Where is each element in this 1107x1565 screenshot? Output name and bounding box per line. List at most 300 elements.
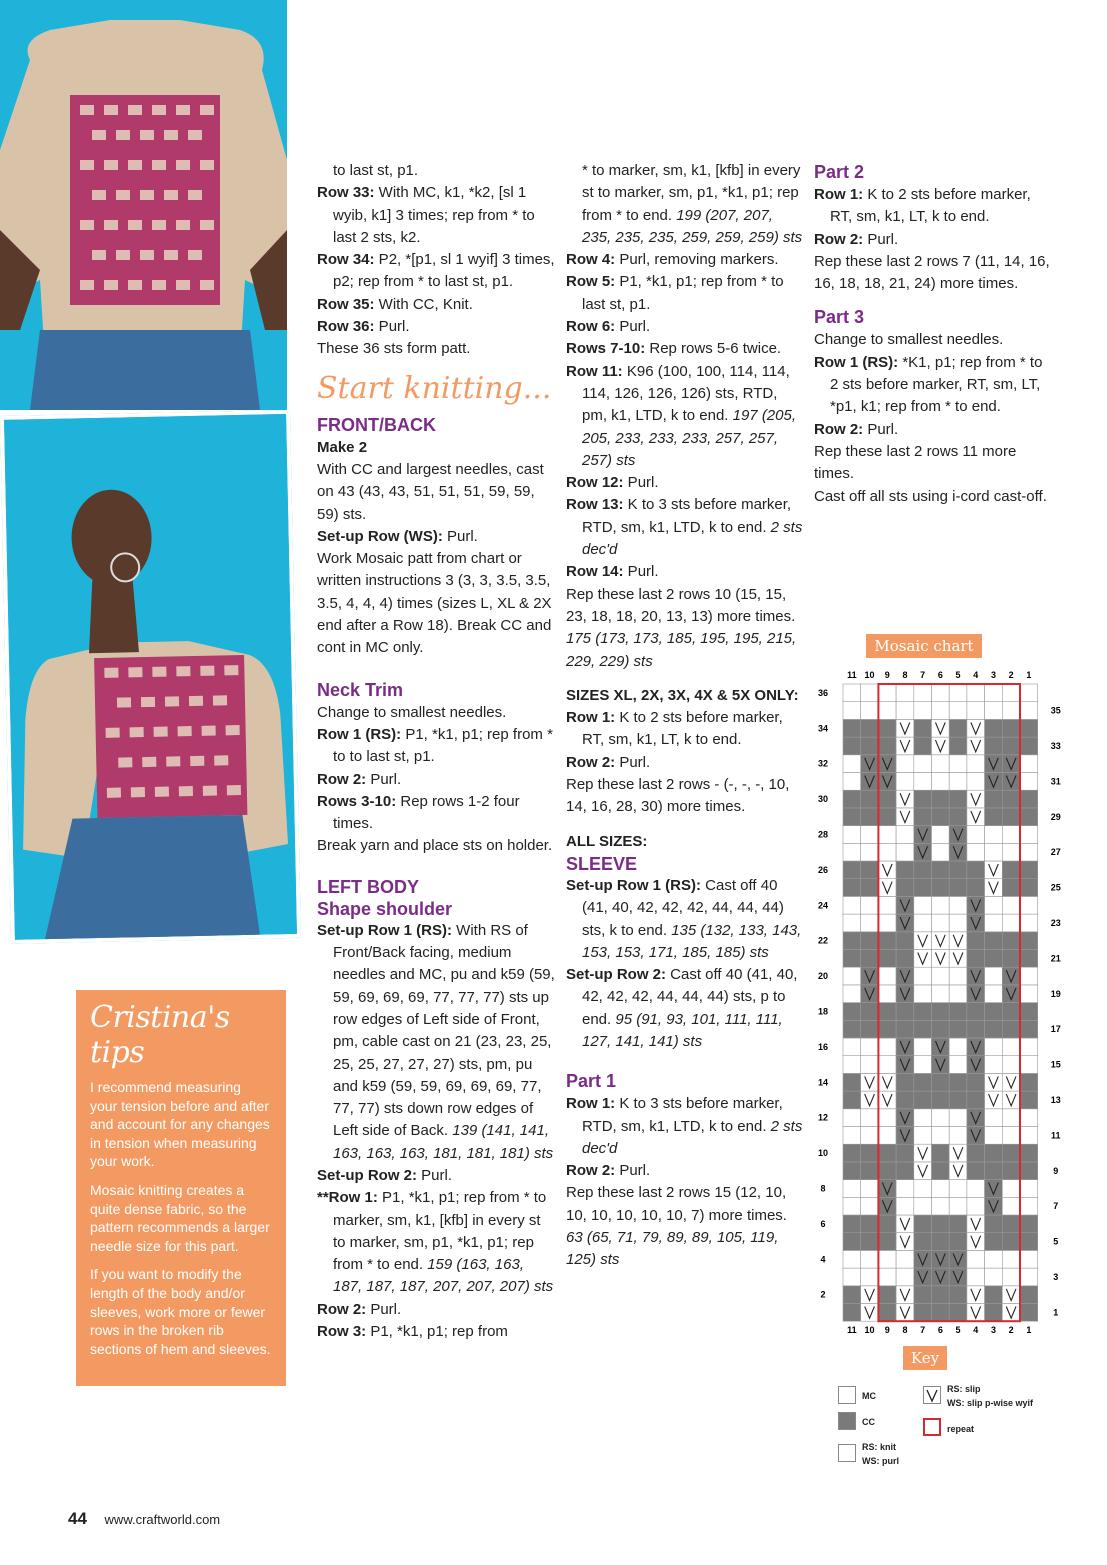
- chart-cell: [932, 1233, 950, 1251]
- chart-cell: [861, 1056, 879, 1074]
- sleeve-setup-1: Set-up Row 1 (RS): Cast off 40 (41, 40, 42, 42, 42, 44, 44, 44) sts, k to end. 135 (132, 133, 143, 153, 153, 171, 185, 185) sts: [566, 876, 806, 961]
- chart-cell: [932, 985, 950, 1003]
- chart-row-label: 28: [817, 829, 829, 840]
- chart-cell: [861, 1162, 879, 1180]
- chart-row-label: 27: [1050, 847, 1061, 858]
- chart-cell: [878, 790, 896, 808]
- website-url: www.craftworld.com: [104, 1512, 221, 1527]
- chart-row-label: 12: [817, 1112, 829, 1123]
- chart-cell: [949, 896, 967, 914]
- chart-cell: [914, 684, 932, 702]
- chart-cell: [932, 967, 950, 985]
- chart-cell: [1020, 879, 1038, 897]
- text-line: Rep these last 2 rows 15 (12, 10, 10, 10, 10, 10, 10, 7) more times. 63 (65, 71, 79, 89, 89, 105, 119, 125) sts: [566, 1184, 792, 1269]
- chart-cell: [914, 755, 932, 773]
- chart-cell: [861, 1038, 879, 1056]
- chart-row-label: 24: [817, 900, 829, 911]
- chart-cell: [896, 1020, 914, 1038]
- chart-cell: [878, 985, 896, 1003]
- chart-col-label: 7: [920, 1325, 926, 1336]
- chart-cell: [843, 1197, 861, 1215]
- chart-cell: [843, 1127, 861, 1145]
- chart-cell: [949, 702, 967, 720]
- row-6: Row 6: Purl.: [566, 318, 651, 336]
- chart-cell: [985, 914, 1003, 932]
- chart-cell: [878, 1268, 896, 1286]
- chart-cell: [914, 790, 932, 808]
- chart-cell: [1020, 1020, 1038, 1038]
- chart-cell: [914, 985, 932, 1003]
- chart-cell: [861, 737, 879, 755]
- chart-cell: [843, 896, 861, 914]
- chart-cell: [1002, 1233, 1020, 1251]
- chart-cell: [878, 1304, 896, 1322]
- row-5: Row 5: P1, *k1, p1; rep from * to last st, p1.: [566, 273, 788, 313]
- sweater-photo-front: [0, 0, 287, 410]
- chart-row-label: 18: [817, 1006, 829, 1017]
- chart-col-label: 6: [937, 1325, 943, 1336]
- chart-cell: [1002, 808, 1020, 826]
- chart-cell: [932, 826, 950, 844]
- chart-cell: [949, 1286, 967, 1304]
- chart-cell: [896, 843, 914, 861]
- chart-cell: [967, 861, 985, 879]
- key-label-ws-slip: WS: slip p-wise wyif: [947, 1398, 1034, 1408]
- chart-cell: [861, 1109, 879, 1127]
- text-line: Rep these last 2 rows - (-, -, -, 10, 14, 16, 28, 30) more times.: [566, 776, 794, 816]
- chart-cell: [896, 1162, 914, 1180]
- row-36: Row 36: Purl.: [317, 318, 410, 336]
- chart-cell: [1002, 1250, 1020, 1268]
- text-line: Change to smallest needles.: [317, 703, 507, 721]
- chart-cell: [932, 808, 950, 826]
- chart-cell: [949, 773, 967, 791]
- chart-cell: [914, 702, 932, 720]
- chart-cell: [932, 1109, 950, 1127]
- chart-cell: [878, 1056, 896, 1074]
- chart-cell: [932, 790, 950, 808]
- chart-cell: [1002, 790, 1020, 808]
- chart-cell: [861, 1144, 879, 1162]
- chart-cell: [914, 773, 932, 791]
- chart-cell: [932, 896, 950, 914]
- chart-cell: [985, 1233, 1003, 1251]
- chart-col-label: 8: [902, 670, 908, 680]
- chart-cell: [914, 808, 932, 826]
- chart-cell: [1002, 702, 1020, 720]
- row-4: Row 4: Purl, removing markers.: [566, 251, 779, 269]
- chart-cell: [1002, 896, 1020, 914]
- chart-cell: [896, 1073, 914, 1091]
- chart-cell: [1002, 861, 1020, 879]
- chart-cell: [949, 1003, 967, 1021]
- chart-row-label: 11: [1050, 1130, 1061, 1141]
- chart-cell: [861, 879, 879, 897]
- chart-cell: [843, 1233, 861, 1251]
- chart-cell: [896, 1197, 914, 1215]
- chart-row-label: 10: [817, 1148, 829, 1159]
- chart-cell: [861, 914, 879, 932]
- chart-cell: [878, 1250, 896, 1268]
- section-heading: FRONT/BACK: [317, 414, 436, 435]
- sizes-row-2: Row 2: Purl.: [566, 753, 651, 771]
- chart-cell: [1002, 826, 1020, 844]
- section-heading: Neck Trim: [317, 679, 404, 700]
- section-heading: Part 1: [566, 1071, 617, 1092]
- text-column-2: [566, 160, 806, 1272]
- row-14: Row 14: Purl.: [566, 563, 659, 581]
- chart-row-label: 14: [817, 1077, 829, 1088]
- chart-col-label: 5: [955, 1325, 961, 1336]
- chart-cell: [967, 1003, 985, 1021]
- chart-cell: [1020, 1286, 1038, 1304]
- chart-cell: [861, 808, 879, 826]
- chart-cell: [878, 1144, 896, 1162]
- chart-cell: [932, 1304, 950, 1322]
- chart-col-label: 7: [920, 670, 926, 680]
- chart-cell: [985, 1109, 1003, 1127]
- row-12: Row 12: Purl.: [566, 474, 659, 492]
- chart-cell: [843, 1091, 861, 1109]
- chart-cell: [914, 1020, 932, 1038]
- chart-cell: [1002, 737, 1020, 755]
- chart-cell: [932, 1286, 950, 1304]
- chart-cell: [932, 1180, 950, 1198]
- chart-cell: [967, 684, 985, 702]
- chart-cell: [967, 1180, 985, 1198]
- key-swatch-cc: [838, 1412, 856, 1430]
- neck-rows-3-10: Rows 3-10: Rep rows 1-2 four times.: [317, 792, 524, 833]
- chart-cell: [861, 843, 879, 861]
- chart-cell: [967, 1091, 985, 1109]
- chart-cell: [949, 790, 967, 808]
- chart-cell: [985, 1286, 1003, 1304]
- chart-cell: [1020, 1109, 1038, 1127]
- row-33: Row 33: With MC, k1, *k2, [sl 1 wyib, k1] 3 times; rep from * to last 2 sts, k2.: [317, 184, 539, 246]
- text-line: Rep these last 2 rows 11 more times.: [814, 442, 1021, 483]
- chart-cell: [949, 1109, 967, 1127]
- chart-cell: [1020, 702, 1038, 720]
- chart-cell: [932, 843, 950, 861]
- chart-cell: [1020, 773, 1038, 791]
- chart-row-label: 31: [1050, 776, 1061, 787]
- chart-cell: [985, 967, 1003, 985]
- rows-7-10: Rows 7-10: Rep rows 5-6 twice.: [566, 340, 782, 358]
- chart-cell: [914, 1215, 932, 1233]
- chart-cell: [949, 684, 967, 702]
- chart-cell: [896, 932, 914, 950]
- lb-setup-row-2: Set-up Row 2: Purl.: [317, 1166, 453, 1184]
- chart-row-label: 16: [817, 1041, 829, 1052]
- chart-cell: [1002, 1109, 1020, 1127]
- chart-cell: [896, 1250, 914, 1268]
- chart-cell: [896, 755, 914, 773]
- chart-cell: [1002, 719, 1020, 737]
- chart-cell: [896, 1091, 914, 1109]
- chart-cell: [985, 1304, 1003, 1322]
- chart-row-label: 21: [1050, 953, 1061, 964]
- chart-cell: [932, 702, 950, 720]
- chart-cell: [967, 843, 985, 861]
- chart-cell: [861, 861, 879, 879]
- chart-cell: [1020, 826, 1038, 844]
- chart-cell: [843, 1056, 861, 1074]
- key-swatch-mc: [838, 1386, 856, 1404]
- chart-cell: [896, 1268, 914, 1286]
- chart-row-label: 30: [817, 794, 829, 805]
- chart-col-label: 10: [864, 1325, 875, 1336]
- chart-cell: [967, 702, 985, 720]
- chart-cell: [914, 879, 932, 897]
- chart-cell: [985, 790, 1003, 808]
- chart-cell: [1002, 1180, 1020, 1198]
- chart-col-label: 8: [902, 1325, 908, 1336]
- key-label-rs-knit: RS: knit: [862, 1442, 897, 1452]
- chart-row-label: 33: [1050, 740, 1061, 751]
- chart-row-label: 36: [817, 687, 829, 698]
- chart-cell: [1020, 1250, 1038, 1268]
- chart-col-label: 2: [1008, 670, 1014, 680]
- chart-cell: [949, 1304, 967, 1322]
- chart-cell: [1020, 896, 1038, 914]
- chart-cell: [861, 719, 879, 737]
- chart-cell: [1002, 1038, 1020, 1056]
- sleeve-setup-2: Set-up Row 2: Cast off 40 (41, 40, 42, 42, 42, 44, 44, 44) sts, p to end. 95 (91, 93, 101, 111, 111, 127, 141, 141) sts: [566, 966, 802, 1050]
- chart-col-label: 3: [990, 670, 996, 680]
- chart-cell: [967, 1144, 985, 1162]
- chart-row-label: 9: [1053, 1165, 1059, 1176]
- chart-cell: [843, 967, 861, 985]
- chart-cell: [967, 826, 985, 844]
- chart-cell: [914, 896, 932, 914]
- chart-cell: [1020, 755, 1038, 773]
- chart-cell: [949, 1091, 967, 1109]
- chart-cell: [1002, 843, 1020, 861]
- key-swatch-slip: [923, 1386, 941, 1404]
- chart-cell: [861, 1268, 879, 1286]
- chart-cell: [914, 1180, 932, 1198]
- chart-cell: [1002, 1020, 1020, 1038]
- page-footer: [68, 1509, 220, 1529]
- row-35: Row 35: With CC, Knit.: [317, 295, 473, 313]
- chart-cell: [843, 1250, 861, 1268]
- row-11: Row 11: K96 (100, 100, 114, 114, 114, 126, 126, 126) sts, RTD, pm, k1, LTD, k to end. 197 (205, 205, 233, 233, 233, 257, 257, 257) sts: [566, 362, 801, 469]
- chart-cell: [878, 719, 896, 737]
- chart-cell: [914, 737, 932, 755]
- start-knitting-heading: Start knitting...: [317, 370, 552, 406]
- chart-cell: [914, 914, 932, 932]
- chart-cell: [914, 1003, 932, 1021]
- chart-col-label: 3: [990, 1325, 996, 1336]
- chart-cell: [878, 967, 896, 985]
- chart-row-label: 6: [820, 1218, 826, 1229]
- chart-cell: [985, 1038, 1003, 1056]
- chart-cell: [878, 808, 896, 826]
- chart-cell: [949, 985, 967, 1003]
- chart-cell: [949, 737, 967, 755]
- chart-row-label: 15: [1050, 1059, 1061, 1070]
- chart-row-label: 4: [820, 1254, 826, 1265]
- chart-cell: [914, 1056, 932, 1074]
- chart-cell: [896, 826, 914, 844]
- lb-row-1: **Row 1: P1, *k1, p1; rep from * to marker, sm, k1, [kfb] in every st to marker, sm, p1, *k1, p1; rep from * to end. 159 (163, 163, 187, 187, 187, 207, 207, 207) sts: [317, 1189, 554, 1296]
- chart-cell: [1020, 1268, 1038, 1286]
- sizes-heading: SIZES XL, 2X, 3X, 4X & 5X ONLY:: [566, 686, 799, 704]
- chart-cell: [843, 790, 861, 808]
- chart-cell: [949, 808, 967, 826]
- chart-cell: [967, 950, 985, 968]
- chart-cell: [949, 1073, 967, 1091]
- chart-cell: [932, 773, 950, 791]
- chart-cell: [932, 1127, 950, 1145]
- chart-cell: [861, 1215, 879, 1233]
- setup-row: Set-up Row (WS): Purl.: [317, 527, 478, 545]
- chart-cell: [985, 985, 1003, 1003]
- lb-setup-row-1: Set-up Row 1 (RS): With RS of Front/Back facing, medium needles and MC, pu and k59 (59, 59, 69, 69, 69, 77, 77, 77) sts up row edges of Left side of Front, pm, cable cast on 21 (23, 23, 25, 25, 25, 27, 27, 27) sts, pm, pu and k59 (59, 59, 69, 69, 69, 77, 77, 77) sts down row edges of Left side of Back. 139 (141, 141, 163, 163, 163, 181, 181, 181) sts: [317, 921, 559, 1162]
- row-13: Row 13: K to 3 sts before marker, RTD, sm, k1, LTD, k to end. 2 sts dec'd: [566, 496, 807, 559]
- chart-cell: [1020, 808, 1038, 826]
- chart-cell: [1020, 914, 1038, 932]
- tips-paragraph-1: I recommend measuring your tension before and after and account for any changes in tension when measuring your work.: [90, 1079, 270, 1170]
- chart-cell: [985, 843, 1003, 861]
- sub-heading: Make 2: [317, 438, 368, 456]
- chart-cell: [843, 1020, 861, 1038]
- chart-col-label: 9: [884, 1325, 890, 1336]
- chart-cell: [861, 1180, 879, 1198]
- chart-row-label: 8: [820, 1183, 826, 1194]
- chart-cell: [985, 1056, 1003, 1074]
- chart-cell: [843, 1268, 861, 1286]
- chart-cell: [843, 1144, 861, 1162]
- chart-cell: [985, 719, 1003, 737]
- chart-cell: [843, 702, 861, 720]
- page-number: 44: [68, 1509, 87, 1528]
- chart-cell: [843, 1180, 861, 1198]
- row-34: Row 34: P2, *[p1, sl 1 wyif] 3 times, p2; rep from * to last st, p1.: [317, 251, 559, 291]
- chart-cell: [896, 1180, 914, 1198]
- chart-cell: [878, 950, 896, 968]
- chart-cell: [1020, 1073, 1038, 1091]
- tips-box: [76, 990, 286, 1386]
- chart-cell: [1002, 684, 1020, 702]
- section-heading: Shape shoulder: [317, 898, 453, 919]
- chart-cell: [843, 1162, 861, 1180]
- chart-cell: [878, 826, 896, 844]
- chart-cell: [1020, 1003, 1038, 1021]
- text-line: Work Mosaic patt from chart or written instructions 3 (3, 3, 3.5, 3.5, 3.5, 4, 4, 4) times (sizes L, XL & 2X end after a Row 18). Break CC and cont in MC only.: [317, 550, 556, 657]
- chart-cell: [843, 826, 861, 844]
- chart-cell: [914, 861, 932, 879]
- chart-cell: [1020, 967, 1038, 985]
- chart-cell: [985, 1268, 1003, 1286]
- chart-row-label: 2: [820, 1289, 826, 1300]
- part2-row-1: Row 1: K to 2 sts before marker, RT, sm, k1, LT, k to end.: [814, 186, 1035, 226]
- chart-cell: [1002, 1127, 1020, 1145]
- chart-cell: [985, 702, 1003, 720]
- chart-cell: [1002, 1056, 1020, 1074]
- part2-row-2: Row 2: Purl.: [814, 230, 899, 248]
- chart-cell: [1020, 1127, 1038, 1145]
- chart-cell: [843, 773, 861, 791]
- chart-cell: [1020, 1056, 1038, 1074]
- chart-cell: [985, 1127, 1003, 1145]
- chart-row-label: 13: [1050, 1094, 1061, 1105]
- chart-cell: [843, 985, 861, 1003]
- chart-cell: [967, 1073, 985, 1091]
- chart-cell: [985, 1162, 1003, 1180]
- chart-cell: [985, 684, 1003, 702]
- chart-cell: [843, 1003, 861, 1021]
- section-heading: SLEEVE: [566, 853, 638, 874]
- chart-cell: [932, 861, 950, 879]
- text-column-1: [317, 160, 557, 1343]
- chart-cell: [985, 1003, 1003, 1021]
- chart-cell: [949, 1056, 967, 1074]
- chart-cell: [1020, 1304, 1038, 1322]
- chart-cell: [967, 773, 985, 791]
- key-title: Key: [903, 1346, 947, 1370]
- chart-cell: [949, 1233, 967, 1251]
- text-line: Break yarn and place sts on holder.: [317, 837, 553, 855]
- chart-cell: [985, 932, 1003, 950]
- chart-cell: [914, 1304, 932, 1322]
- text-line: These 36 sts form patt.: [317, 340, 471, 358]
- chart-cell: [985, 737, 1003, 755]
- chart-cell: [861, 1250, 879, 1268]
- chart-cell: [932, 879, 950, 897]
- chart-cell: [843, 1038, 861, 1056]
- chart-col-label: 2: [1008, 1325, 1014, 1336]
- chart-cell: [1020, 790, 1038, 808]
- sweater-back-illustration: [4, 414, 297, 940]
- chart-col-label: 6: [937, 670, 943, 680]
- chart-cell: [949, 1197, 967, 1215]
- chart-row-label: 23: [1050, 917, 1061, 928]
- chart-cell: [878, 896, 896, 914]
- chart-cell: [861, 1127, 879, 1145]
- chart-cell: [896, 950, 914, 968]
- chart-cell: [1020, 719, 1038, 737]
- chart-cell: [967, 1197, 985, 1215]
- chart-cell: [878, 914, 896, 932]
- chart-row-label: 32: [817, 758, 829, 769]
- chart-cell: [967, 1268, 985, 1286]
- chart-cell: [878, 1020, 896, 1038]
- chart-row-label: 17: [1050, 1024, 1061, 1035]
- chart-cell: [985, 1020, 1003, 1038]
- chart-cell: [896, 861, 914, 879]
- chart-cell: [932, 755, 950, 773]
- chart-cell: [914, 967, 932, 985]
- chart-row-label: 29: [1050, 811, 1061, 822]
- chart-cell: [914, 1038, 932, 1056]
- chart-cell: [949, 914, 967, 932]
- key-label-rs-slip: RS: slip: [947, 1384, 981, 1394]
- chart-cell: [985, 808, 1003, 826]
- chart-cell: [878, 1127, 896, 1145]
- chart-cell: [914, 719, 932, 737]
- chart-cell: [949, 879, 967, 897]
- chart-cell: [843, 843, 861, 861]
- chart-cell: [985, 950, 1003, 968]
- text-line: Change to smallest needles.: [814, 331, 1004, 349]
- chart-cell: [914, 1091, 932, 1109]
- chart-cell: [914, 1073, 932, 1091]
- chart-row-label: 5: [1053, 1236, 1059, 1247]
- chart-cell: [1002, 1197, 1020, 1215]
- chart-cell: [932, 1073, 950, 1091]
- chart-cell: [1002, 1162, 1020, 1180]
